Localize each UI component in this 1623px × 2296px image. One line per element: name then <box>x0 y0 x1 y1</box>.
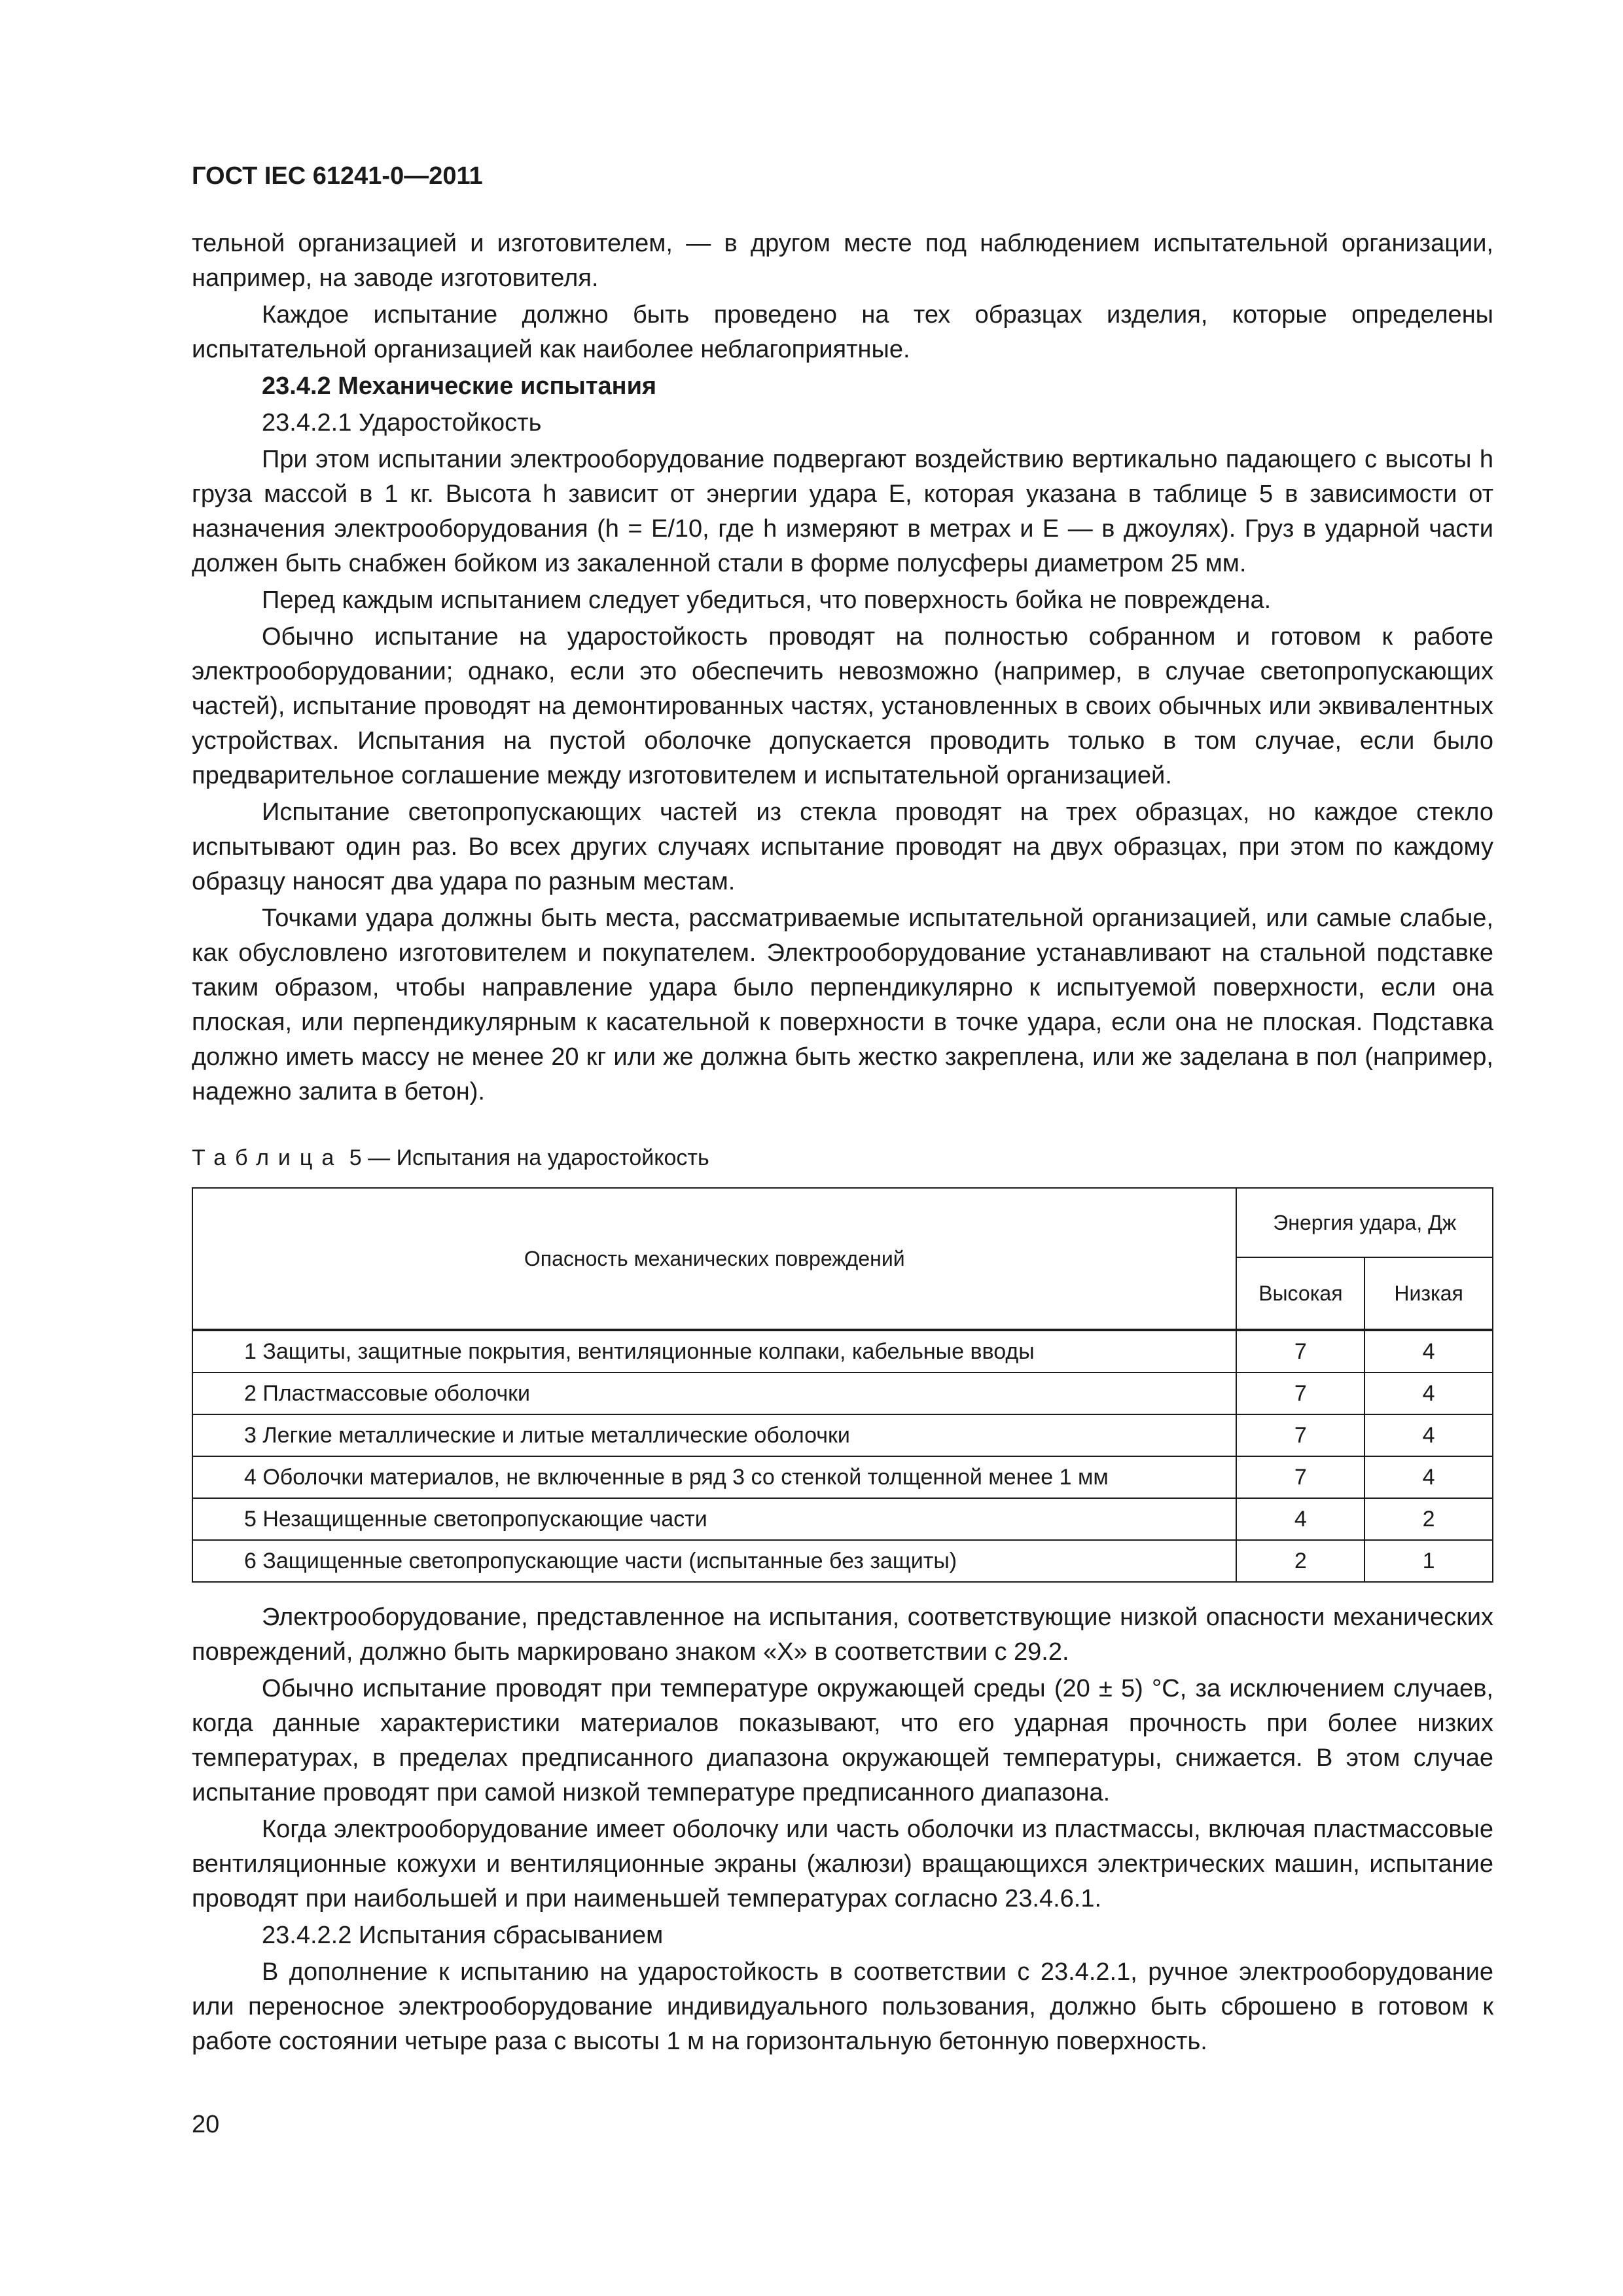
table-cell-high: 7 <box>1236 1414 1364 1456</box>
table-cell-item: 1 Защиты, защитные покрытия, вентиляционные колпаки, кабельные вводы <box>192 1330 1236 1372</box>
table-row <box>192 1372 1493 1414</box>
table-cell-low: 4 <box>1364 1414 1493 1456</box>
table-cell-low: 2 <box>1364 1498 1493 1540</box>
paragraph: Обычно испытание проводят при температуре окружающей среды (20 ± 5) °С, за исключением случаев, когда данные характеристики материалов показывают, что его ударная прочность при более низких температурах, в пределах предписанного диапазона окружающей температуры, снижается. В этом случае испытание проводят при самой низкой температуре предписанного диапазона. <box>192 1675 1493 1806</box>
paragraph: Точками удара должны быть места, рассматриваемые испытательной организацией, или самые слабые, как обусловлено изготовителем и покупателем. Электрооборудование устанавливают на стальной подставке таким образом, чтобы направление удара было перпендикулярно к испытуемой поверхности, если она плоская, или перпендикулярным к касательной к поверхности в точке удара, если она не плоская. Подставка должно иметь массу не менее 20 кг или же должна быть жестко закреплена, или же заделана в пол (например, надежно залита в бетон). <box>192 905 1493 1105</box>
column-header-high: Высокая <box>1236 1257 1364 1330</box>
section-heading: 23.4.2 Механические испытания <box>262 372 657 400</box>
table-cell-low: 4 <box>1364 1330 1493 1372</box>
table-cell-item: 6 Защищенные светопропускающие части (испытанные без защиты) <box>192 1540 1236 1582</box>
page-number: 20 <box>192 2111 220 2138</box>
table-cell-high: 4 <box>1236 1498 1364 1540</box>
table-caption-title: 5 — Испытания на ударостойкость <box>349 1145 709 1170</box>
paragraph: Электрооборудование, представленное на испытания, соответствующие низкой опасности механических повреждений, должно быть маркировано знаком «X» в соответствии с 29.2. <box>192 1604 1493 1666</box>
body-text-bottom <box>192 1600 1493 2061</box>
table-cell-low: 4 <box>1364 1372 1493 1414</box>
paragraph: Перед каждым испытанием следует убедиться, что поверхность бойка не повреждена. <box>262 586 1272 614</box>
table-cell-high: 2 <box>1236 1540 1364 1582</box>
table-cell-item: 4 Оболочки материалов, не включенные в ряд 3 со стенкой толщенной менее 1 мм <box>192 1456 1236 1498</box>
column-header-hazard: Опасность механических повреждений <box>192 1188 1236 1330</box>
table-row <box>192 1540 1493 1582</box>
paragraph: Испытание светопропускающих частей из стекла проводят на трех образцах, но каждое стекло испытывают один раз. Во всех других случаях испытание проводят на двух образцах, при этом по каждому образцу наносят два удара по разным местам. <box>192 798 1493 895</box>
column-header-energy: Энергия удара, Дж <box>1236 1188 1493 1257</box>
paragraph: Каждое испытание должно быть проведено на тех образцах изделия, которые определены испытательной организацией как наиболее неблагоприятные. <box>192 301 1493 363</box>
paragraph: В дополнение к испытанию на ударостойкость в соответствии с 23.4.2.1, ручное электрооборудование или переносное электрооборудование индивидуального пользования, должно быть сброшено в готовом к работе состоянии четыре раза с высоты 1 м на горизонтальную бетонную поверхность. <box>192 1958 1493 2055</box>
table-row <box>192 1414 1493 1456</box>
table-cell-item: 3 Легкие металлические и литые металлические оболочки <box>192 1414 1236 1456</box>
table-row <box>192 1456 1493 1498</box>
document-header: ГОСТ IEC 61241-0—2011 <box>192 162 483 190</box>
subsection-heading: 23.4.2.2 Испытания сбрасыванием <box>262 1922 664 1949</box>
table-row <box>192 1330 1493 1372</box>
body-text-top <box>192 226 1493 1111</box>
paragraph: Обычно испытание на ударостойкость проводят на полностью собранном и готовом к работе электрооборудовании; однако, если это обеспечить невозможно (например, в случае светопропускающих частей), испытание проводят на демонтированных частях, установленных в своих обычных или эквивалентных устройствах. Испытания на пустой оболочке допускается проводить только в том случае, если было предварительное соглашение между изготовителем и испытательной организацией. <box>192 623 1493 789</box>
paragraph: Когда электрооборудование имеет оболочку или часть оболочки из пластмассы, включая пластмассовые вентиляционные кожухи и вентиляционные экраны (жалюзи) вращающихся электрических машин, испытание проводят при наибольшей и при наименьшей температурах согласно 23.4.6.1. <box>192 1816 1493 1912</box>
table-caption-word: Таблица <box>192 1145 344 1170</box>
column-header-low: Низкая <box>1364 1257 1493 1330</box>
table-cell-high: 7 <box>1236 1372 1364 1414</box>
table-cell-high: 7 <box>1236 1330 1364 1372</box>
subsection-heading: 23.4.2.1 Ударостойкость <box>262 409 542 437</box>
table-cell-low: 4 <box>1364 1456 1493 1498</box>
table-cell-item: 5 Незащищенные светопропускающие части <box>192 1498 1236 1540</box>
table-cell-high: 7 <box>1236 1456 1364 1498</box>
table-cell-low: 1 <box>1364 1540 1493 1582</box>
table-cell-item: 2 Пластмассовые оболочки <box>192 1372 1236 1414</box>
impact-test-table <box>192 1187 1493 1583</box>
paragraph: При этом испытании электрооборудование подвергают воздействию вертикально падающего с высоты h груза массой в 1 кг. Высота h зависит от энергии удара E, которая указана в таблице 5 в зависимости от назначения электрооборудования (h = E/10, где h измеряют в метрах и E — в джоулях). Груз в ударной части должен быть снабжен бойком из закаленной стали в форме полусферы диаметром 25 мм. <box>192 446 1493 577</box>
paragraph: тельной организацией и изготовителем, — в другом месте под наблюдением испытательной организации, например, на заводе изготовителя. <box>192 230 1493 292</box>
table-row <box>192 1498 1493 1540</box>
table-caption <box>192 1145 709 1171</box>
